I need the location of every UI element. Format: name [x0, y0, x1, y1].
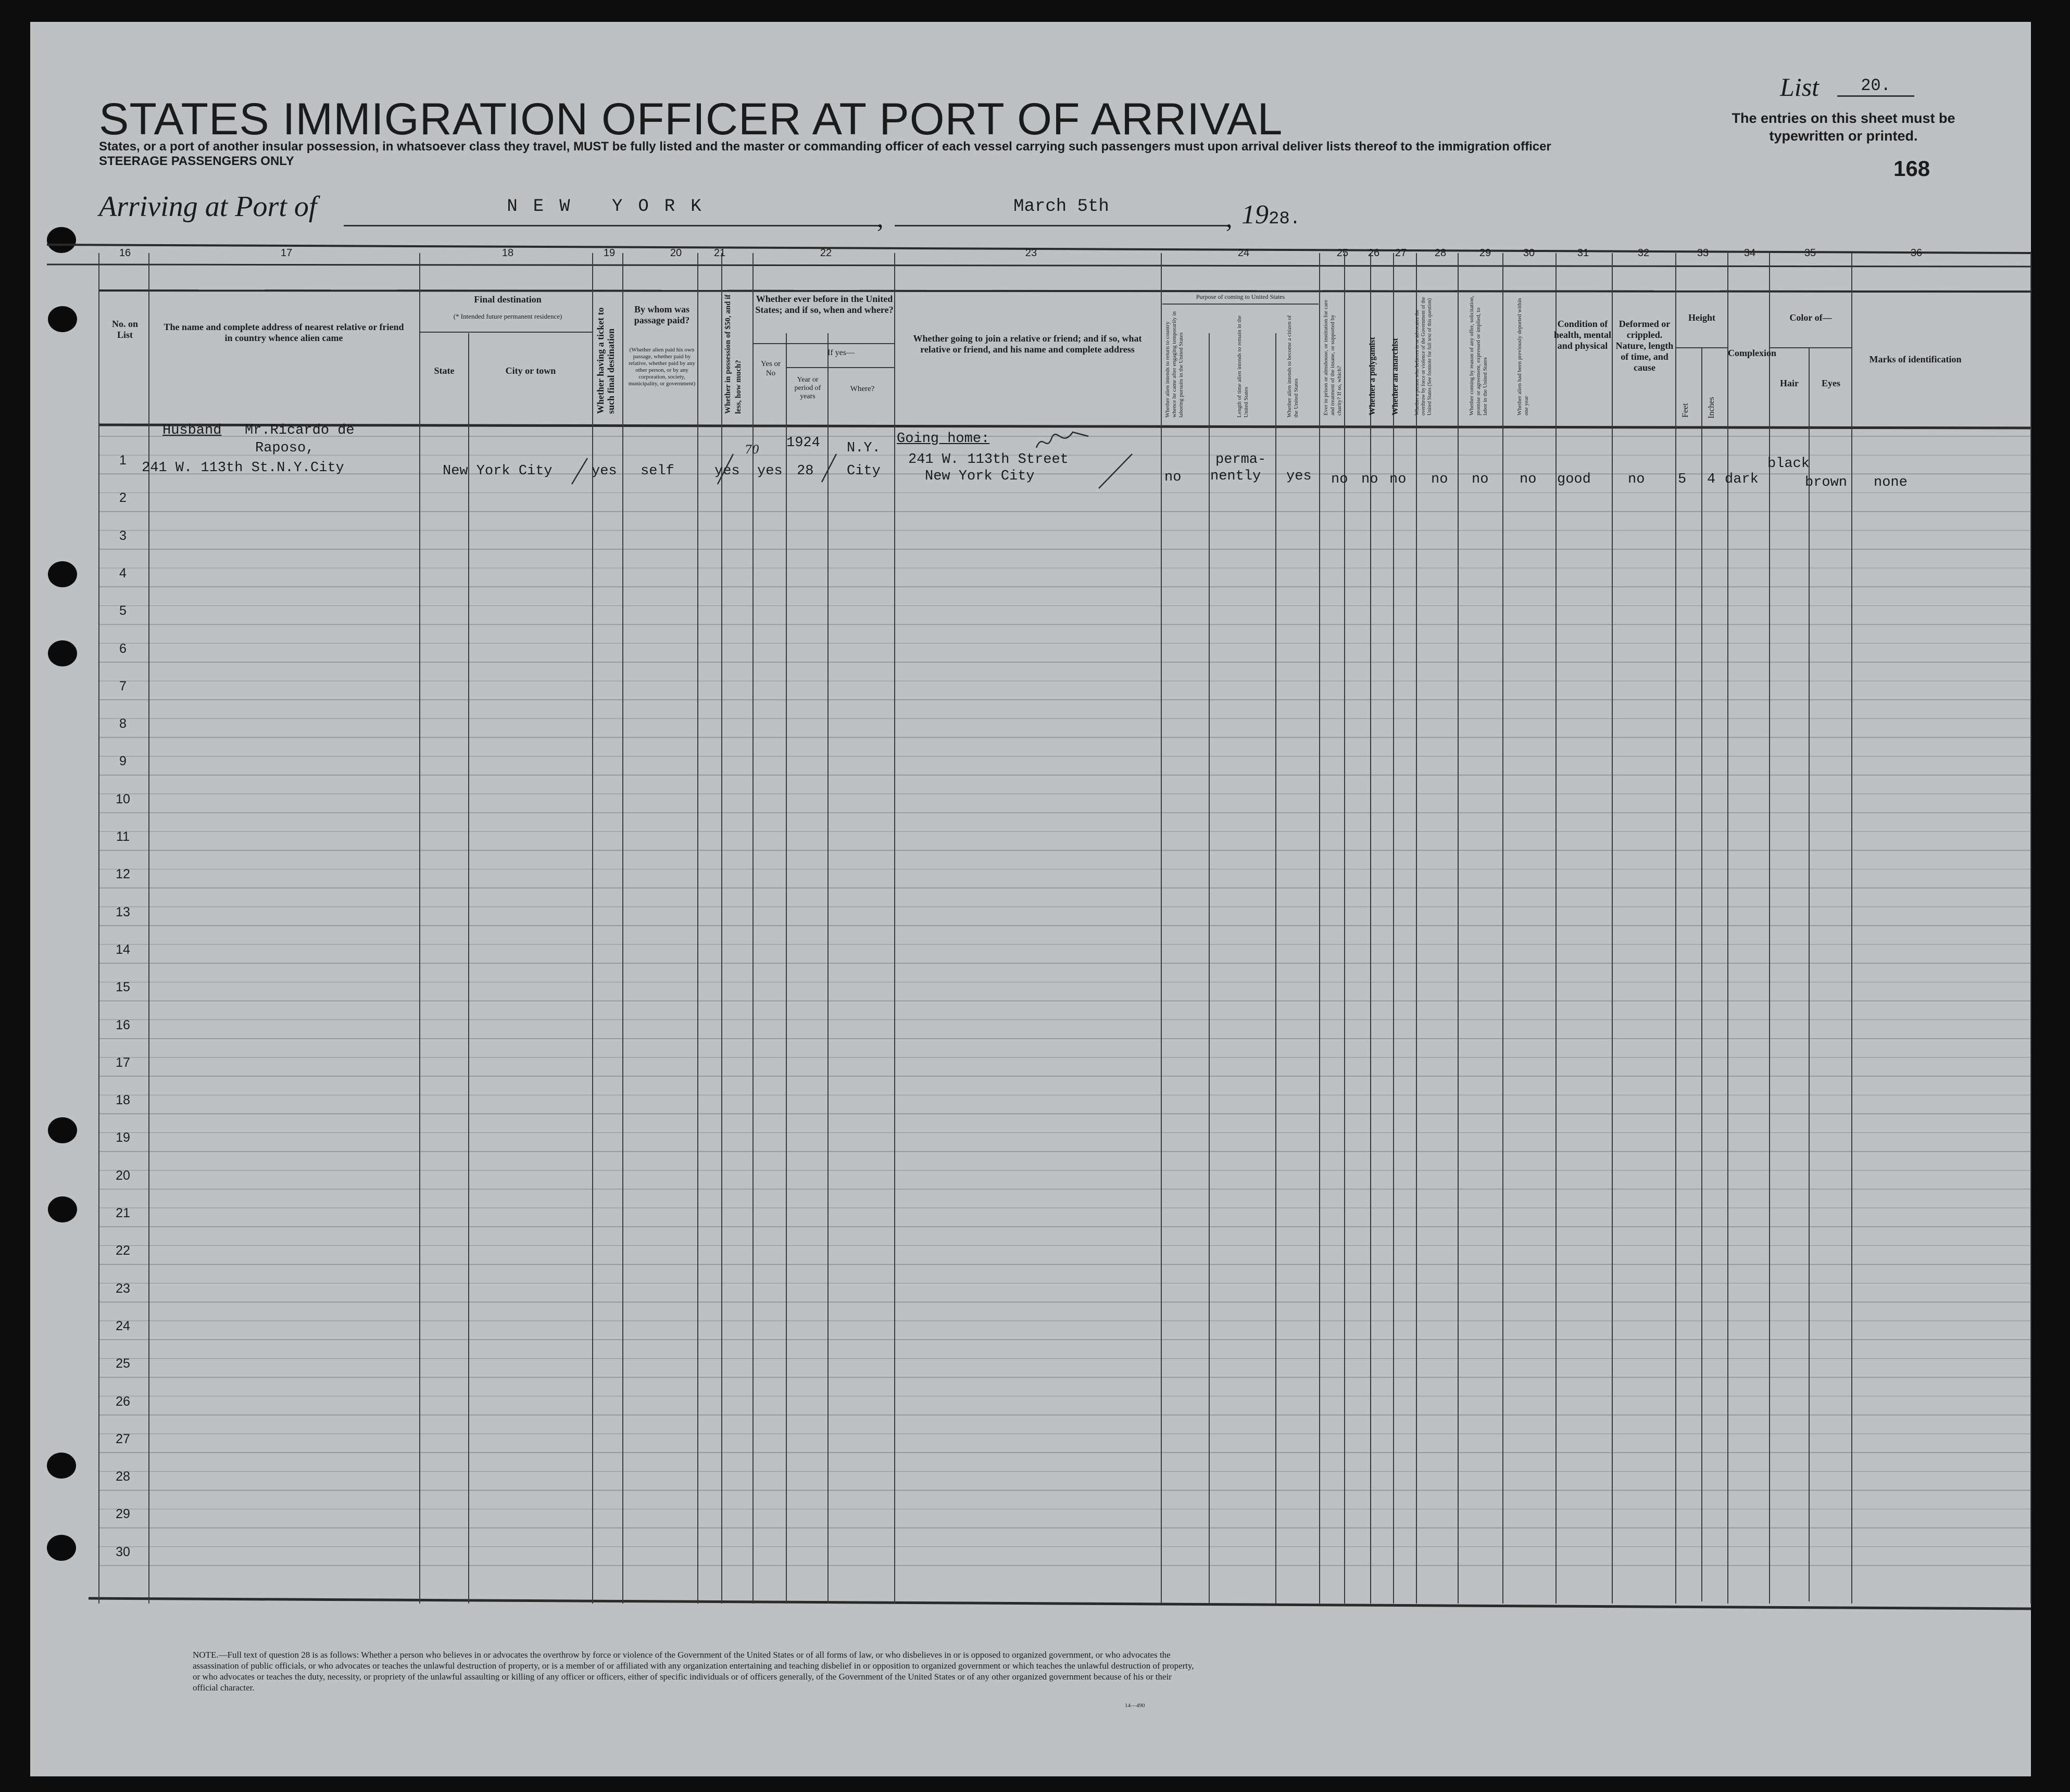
- entry-overthrow: no: [1431, 472, 1448, 487]
- header-deported: Whether alien had been previously deported within one year: [1516, 298, 1529, 415]
- row-number: 12: [116, 867, 130, 882]
- header-no-on-list: No. on List: [111, 319, 138, 340]
- entry-polygamist: no: [1361, 472, 1378, 487]
- entry-deported: no: [1520, 472, 1537, 487]
- year-suffix: 28.: [1269, 209, 1301, 229]
- column-number: 25: [1336, 247, 1349, 259]
- column-number: 22: [820, 247, 832, 259]
- check-mark: [718, 454, 733, 484]
- entry-eyes: brown: [1805, 475, 1848, 490]
- column-number: 16: [119, 247, 131, 259]
- header-possession-fifty: Whether in possession of $50, and if less, how much?: [724, 294, 743, 414]
- header-complexion: Complexion: [1728, 348, 1777, 358]
- column-number: 19: [603, 247, 616, 259]
- row-number: 25: [116, 1356, 130, 1371]
- entry-hair: black: [1767, 456, 1810, 472]
- header-purpose: Purpose of coming to United States: [1196, 293, 1285, 300]
- entry-relative-name: Mr.Ricardo de: [245, 423, 355, 438]
- header-return-intent: Whether alien intends to return to country whence he came after engaging temporarily in laboring pursuits in the United States: [1164, 311, 1184, 418]
- header-ticket: Whether having a ticket to such final destination: [595, 307, 616, 414]
- entry-citizen: yes: [1286, 469, 1312, 484]
- check-mark: [1099, 454, 1132, 488]
- header-hair: Hair: [1780, 378, 1799, 388]
- arriving-label: Arriving at Port of: [99, 191, 317, 223]
- entry-feet: 5: [1678, 472, 1687, 487]
- comma-mark: ,: [877, 204, 884, 233]
- check-mark: [572, 458, 587, 484]
- entry-complexion: dark: [1725, 472, 1759, 487]
- column-number: 36: [1910, 247, 1923, 259]
- entry-ticket: yes: [592, 463, 617, 479]
- entry-length-of-stay-2: nently: [1210, 469, 1261, 484]
- header-anarchist: Whether an anarchist: [1391, 338, 1400, 415]
- row-number: 14: [116, 942, 130, 957]
- row-number: 5: [119, 603, 127, 619]
- entry-money-mark: 70: [745, 444, 759, 457]
- header-city-or-town: City or town: [505, 365, 556, 376]
- comma-mark: ,: [1226, 204, 1233, 233]
- header-final-destination: Final destination: [474, 294, 542, 305]
- row-number: 19: [116, 1130, 130, 1145]
- row-number: 21: [116, 1206, 130, 1220]
- entry-deformed: no: [1628, 472, 1645, 487]
- row-number: 20: [116, 1168, 130, 1183]
- header-nearest-relative: The name and complete address of nearest relative or friend in country whence alien came: [164, 322, 404, 343]
- header-labor-offer: Whether coming by reason of any offer, solicitation, promise or agreement, expressed or implied, to labor in the United States: [1469, 296, 1488, 415]
- list-label: List: [1780, 72, 1820, 102]
- entry-prison: no: [1331, 472, 1348, 487]
- year-prefix: 19: [1241, 200, 1269, 230]
- row-number: 18: [116, 1093, 130, 1108]
- row-number: 23: [116, 1281, 130, 1296]
- column-number: 21: [713, 247, 726, 259]
- row-number: 11: [116, 829, 130, 844]
- page-number: 168: [1893, 156, 1930, 181]
- header-year-or-period: Year or period of years: [794, 376, 821, 400]
- column-number: 17: [280, 247, 293, 259]
- row-number: 1: [119, 453, 127, 468]
- row-number: 17: [116, 1055, 130, 1070]
- header-length-of-stay: Length of time alien intends to remain in the United States: [1236, 315, 1249, 418]
- header-passage-paid: By whom was passage paid?: [634, 304, 690, 325]
- form-subtitle-line2: STEERAGE PASSENGERS ONLY: [99, 154, 294, 168]
- row-number: 2: [119, 490, 127, 506]
- entry-where-2: City: [847, 463, 881, 479]
- row-number: 27: [116, 1431, 130, 1446]
- form-subtitle-line1: States, or a port of another insular possession, in whatsoever class they travel, MUST be fully listed and the master or commanding officer of each vessel carrying such passengers must upon arrival deliver lists thereof to the immigration officer: [99, 140, 1551, 154]
- entry-marks: none: [1874, 475, 1908, 490]
- list-number: 20.: [1837, 76, 1914, 97]
- entry-where: N.Y.: [847, 440, 881, 456]
- entry-inches: 4: [1707, 472, 1716, 487]
- header-health: Condition of health, mental and physical: [1554, 319, 1611, 351]
- header-if-yes: If yes—: [827, 348, 855, 357]
- column-number: 29: [1479, 247, 1491, 259]
- column-number: 18: [501, 247, 514, 259]
- column-number: 28: [1434, 247, 1447, 259]
- column-number: 23: [1025, 247, 1037, 259]
- column-number: 32: [1637, 247, 1650, 259]
- row-number: 26: [116, 1394, 130, 1409]
- port-field: NEW YORK: [344, 197, 880, 226]
- row-number: 3: [119, 528, 127, 543]
- row-number: 7: [119, 678, 127, 693]
- entry-city: New York City: [443, 463, 553, 479]
- header-become-citizen: Whether alien intends to become a citizen of the United States: [1286, 315, 1299, 418]
- column-number: 35: [1804, 247, 1816, 259]
- row-number: 29: [116, 1507, 130, 1522]
- header-ever-before-us: Whether ever before in the United States; and if so, when and where?: [755, 294, 894, 315]
- column-number: 34: [1743, 247, 1756, 259]
- row-number: 24: [116, 1318, 130, 1333]
- row-number: 6: [119, 641, 127, 656]
- row-number: 4: [119, 565, 127, 580]
- row-number: 22: [116, 1243, 130, 1258]
- footnote: NOTE.—Full text of question 28 is as follows: Whether a person who believes in or advocates the overthrow by force or violence of the Government of the United States or of all forms of law, or who disbelieves in or is opposed to organized government, or who advocates the assassination of public officials, or who advocates or teaches the unlawful destruction of property, or is a member of or affiliated with any organization entertaining and teaching disbelief in or opposition to organized government or which teaches the unlawful destruction of property, or who advocates or teaches the duty, necessity, or propriety of the unlawful assaulting or killing of any officer or officers, either of specific individuals or of officers generally, of the Government of the United States or of any other organized government because of his or their official character.: [193, 1650, 1194, 1693]
- entry-year: 1924: [786, 435, 820, 451]
- header-height: Height: [1688, 312, 1715, 323]
- column-number: 27: [1395, 247, 1407, 259]
- entry-paid-by: self: [641, 463, 674, 479]
- entry-join-address-1: 241 W. 113th Street: [908, 452, 1069, 468]
- check-mark: [822, 454, 836, 482]
- header-passage-paid-note: (Whether alien paid his own passage, whether paid by relative, whether paid by any other person, or by any corporation, society, municipality, or government): [628, 347, 696, 387]
- header-join-relative: Whether going to join a relative or friend; and if so, what relative or friend, and his name and complete address: [913, 333, 1142, 355]
- entry-labor-offer: no: [1472, 472, 1489, 487]
- entry-length-of-stay: perma-: [1215, 452, 1266, 468]
- row-number: 16: [116, 1017, 130, 1032]
- entry-period: 28: [797, 463, 814, 479]
- entry-join-address-2: New York City: [925, 469, 1035, 484]
- entry-health: good: [1557, 472, 1591, 487]
- entry-anarchist: no: [1389, 472, 1407, 487]
- entry-before-in-us: yes: [757, 463, 783, 479]
- entries-note: The entries on this sheet must be typewritten or printed.: [1732, 110, 1955, 144]
- column-number: 33: [1697, 247, 1709, 259]
- column-number: 20: [670, 247, 682, 259]
- header-prison: Ever in prison or almshouse, or institution for care and treatment of the insane, or supported by charity? If so, which?: [1323, 299, 1343, 415]
- entry-relation: Husband: [162, 423, 222, 438]
- header-where: Where?: [850, 385, 875, 393]
- column-number: 30: [1523, 247, 1535, 259]
- handwritten-initial: [1036, 432, 1088, 448]
- column-number: 26: [1368, 247, 1380, 259]
- entry-return-intent: no: [1164, 470, 1182, 485]
- entry-relative-name-2: Raposo,: [255, 440, 315, 456]
- column-number: 24: [1237, 247, 1250, 259]
- row-number: 9: [119, 754, 127, 769]
- row-number: 15: [116, 980, 130, 995]
- header-yes-or-no: Yes or No: [760, 360, 781, 377]
- form-number: 14—490: [1125, 1702, 1145, 1709]
- row-number: 30: [116, 1544, 130, 1559]
- header-eyes: Eyes: [1822, 378, 1840, 388]
- header-inches: Inches: [1707, 397, 1716, 419]
- column-number: 31: [1577, 247, 1589, 259]
- header-deformed: Deformed or crippled. Nature, length of time, and cause: [1615, 319, 1674, 373]
- header-marks-identification: Marks of identification: [1869, 354, 1962, 364]
- entry-relative-address: 241 W. 113th St.N.Y.City: [142, 460, 344, 476]
- row-number: 13: [116, 904, 130, 919]
- header-overthrow: Whether a person who believes in or advocates the overthrow by force or violence of the Government of the United States (See footnote for full text of this question): [1414, 297, 1433, 415]
- header-polygamist: Whether a polygamist: [1368, 337, 1377, 415]
- entry-money: yes: [714, 463, 740, 479]
- form-title: STATES IMMIGRATION OFFICER AT PORT OF ARRIVAL: [99, 94, 1283, 144]
- header-state: State: [434, 365, 455, 376]
- row-number: 10: [116, 791, 130, 806]
- header-final-destination-note: (* Intended future permanent residence): [453, 312, 562, 320]
- date-field: March 5th: [895, 197, 1228, 226]
- row-number: 8: [119, 716, 127, 731]
- row-number: 28: [116, 1469, 130, 1484]
- header-feet: Feet: [1681, 403, 1690, 418]
- header-color-of: Color of—: [1789, 312, 1832, 323]
- entry-join-label: Going home:: [897, 431, 990, 447]
